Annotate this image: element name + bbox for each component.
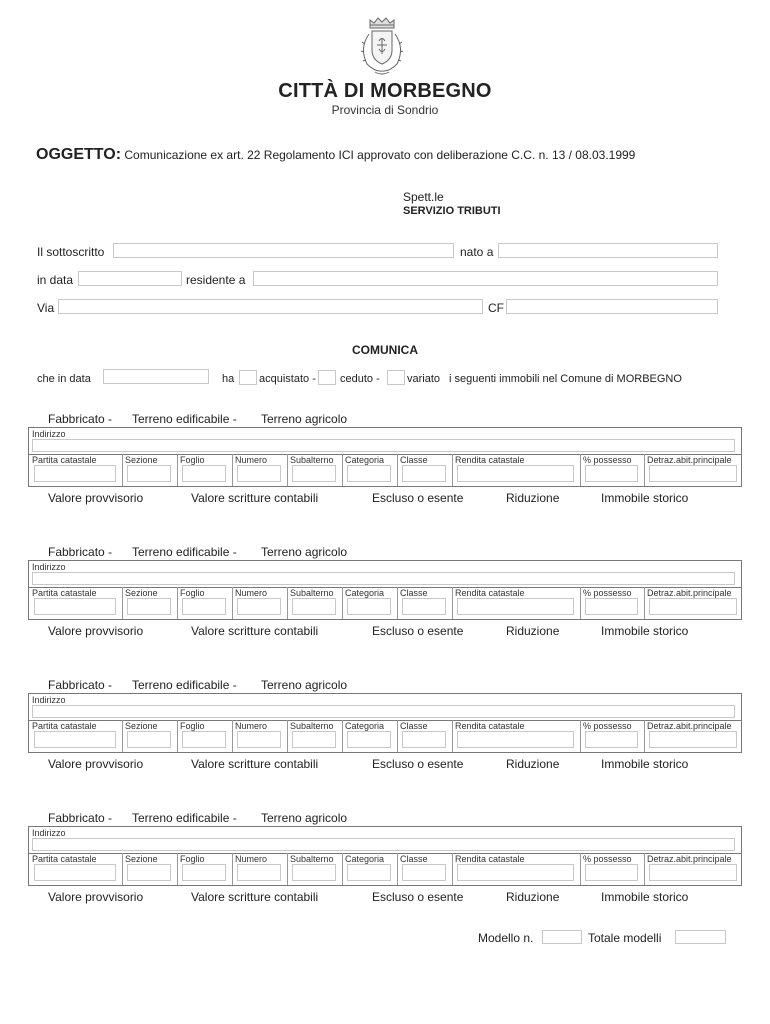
column-field[interactable]: [292, 864, 336, 881]
valuation-flag-label[interactable]: Escluso o esente: [372, 890, 464, 904]
acquistato-label: acquistato -: [259, 373, 316, 385]
che-in-data-label: che in data: [37, 373, 91, 385]
column-label: Sezione: [125, 455, 158, 465]
column-field[interactable]: [347, 731, 391, 748]
column-label: Numero: [235, 854, 268, 864]
valuation-flag-label[interactable]: Riduzione: [506, 890, 560, 904]
nato-label: nato a: [460, 245, 494, 259]
valuation-flag-label[interactable]: Valore scritture contabili: [191, 491, 319, 505]
column-field[interactable]: [34, 598, 116, 615]
column-label: % possesso: [583, 721, 632, 731]
via-field[interactable]: [58, 299, 483, 314]
column-divider: [580, 587, 581, 619]
valuation-flag-label[interactable]: Valore scritture contabili: [191, 624, 319, 638]
totale-modelli-label: Totale modelli: [588, 931, 662, 945]
column-divider: [580, 720, 581, 752]
property-table: [28, 826, 742, 886]
column-label: Rendita catastale: [455, 721, 525, 731]
column-label: % possesso: [583, 588, 632, 598]
column-field[interactable]: [347, 864, 391, 881]
oggetto-text: Comunicazione ex art. 22 Regolamento ICI approvato con deliberazione C.C. n. 13 / 08.03.1999: [121, 148, 636, 162]
column-divider: [122, 853, 123, 885]
column-field[interactable]: [402, 465, 446, 482]
data-label: in data: [37, 273, 74, 287]
property-type-label[interactable]: Terreno edificabile -: [132, 545, 237, 559]
column-field[interactable]: [182, 731, 226, 748]
sottoscritto-label: Il sottoscritto: [37, 245, 105, 259]
page-subtitle: Provincia di Sondrio: [331, 103, 439, 117]
acquistato-checkbox[interactable]: [239, 370, 257, 385]
ceduto-checkbox[interactable]: [318, 370, 336, 385]
column-label: Detraz.abit.principale: [647, 588, 732, 598]
column-label: Rendita catastale: [455, 854, 525, 864]
column-field[interactable]: [402, 864, 446, 881]
valuation-flag-label[interactable]: Valore scritture contabili: [191, 890, 319, 904]
column-field[interactable]: [237, 465, 281, 482]
column-field[interactable]: [34, 465, 116, 482]
column-field[interactable]: [457, 731, 574, 748]
column-field[interactable]: [182, 598, 226, 615]
valuation-flag-label[interactable]: Valore provvisorio: [48, 624, 144, 638]
column-label: Classe: [400, 588, 428, 598]
column-label: Partita catastale: [32, 721, 97, 731]
column-field[interactable]: [457, 864, 574, 881]
property-type-label[interactable]: Terreno edificabile -: [132, 678, 237, 692]
column-divider: [232, 853, 233, 885]
column-divider: [177, 454, 178, 486]
valuation-flag-label[interactable]: Valore provvisorio: [48, 890, 144, 904]
valuation-flag-label[interactable]: Immobile storico: [601, 757, 689, 771]
column-divider: [232, 587, 233, 619]
property-type-label[interactable]: Fabbricato -: [48, 545, 113, 559]
valuation-flag-label[interactable]: Immobile storico: [601, 491, 689, 505]
column-field[interactable]: [182, 864, 226, 881]
column-label: Classe: [400, 721, 428, 731]
column-label: Rendita catastale: [455, 588, 525, 598]
indirizzo-field[interactable]: [32, 572, 735, 585]
column-label: % possesso: [583, 854, 632, 864]
column-divider: [452, 587, 453, 619]
indirizzo-field[interactable]: [32, 705, 735, 718]
column-divider: [342, 454, 343, 486]
column-field[interactable]: [34, 864, 116, 881]
column-field[interactable]: [585, 598, 638, 615]
column-divider: [177, 720, 178, 752]
column-divider: [342, 853, 343, 885]
column-divider: [580, 454, 581, 486]
indirizzo-label: Indirizzo: [32, 695, 66, 705]
column-field[interactable]: [457, 465, 574, 482]
column-divider: [644, 720, 645, 752]
page-title: CITTÀ DI MORBEGNO: [278, 80, 492, 102]
column-divider: [397, 454, 398, 486]
column-divider: [287, 853, 288, 885]
valuation-flag-label[interactable]: Riduzione: [506, 757, 560, 771]
cf-label: CF: [488, 301, 504, 315]
column-label: Subalterno: [290, 455, 334, 465]
column-label: Sezione: [125, 721, 158, 731]
column-field[interactable]: [182, 465, 226, 482]
indirizzo-field[interactable]: [32, 439, 735, 452]
property-type-label[interactable]: Fabbricato -: [48, 412, 113, 426]
property-type-label[interactable]: Fabbricato -: [48, 811, 113, 825]
data-nascita-field[interactable]: [78, 271, 182, 286]
indirizzo-field[interactable]: [32, 838, 735, 851]
column-field[interactable]: [347, 465, 391, 482]
valuation-flag-label[interactable]: Valore provvisorio: [48, 491, 144, 505]
oggetto-line: [36, 146, 635, 164]
property-table: [28, 560, 742, 620]
column-field[interactable]: [585, 731, 638, 748]
column-divider: [287, 587, 288, 619]
column-divider: [177, 853, 178, 885]
column-field[interactable]: [237, 864, 281, 881]
valuation-flag-label[interactable]: Immobile storico: [601, 890, 689, 904]
column-divider: [122, 720, 123, 752]
residente-field[interactable]: [253, 271, 718, 286]
column-label: Categoria: [345, 854, 385, 864]
modello-label: Modello n.: [478, 931, 534, 945]
column-divider: [580, 853, 581, 885]
column-label: Categoria: [345, 588, 385, 598]
column-label: Foglio: [180, 455, 205, 465]
variato-label: variato: [407, 373, 441, 385]
valuation-flag-label[interactable]: Riduzione: [506, 491, 560, 505]
valuation-flag-label[interactable]: Valore provvisorio: [48, 757, 144, 771]
column-field[interactable]: [402, 731, 446, 748]
column-field[interactable]: [649, 731, 737, 748]
column-divider: [452, 853, 453, 885]
column-label: Subalterno: [290, 588, 334, 598]
property-type-label[interactable]: Fabbricato -: [48, 678, 113, 692]
property-type-label[interactable]: Terreno agricolo: [261, 412, 348, 426]
valuation-flag-label[interactable]: Escluso o esente: [372, 624, 464, 638]
column-field[interactable]: [649, 598, 737, 615]
column-label: Foglio: [180, 854, 205, 864]
column-label: Categoria: [345, 455, 385, 465]
property-type-label[interactable]: Terreno edificabile -: [132, 811, 237, 825]
column-divider: [122, 587, 123, 619]
modello-field[interactable]: [542, 930, 582, 944]
totale-modelli-field[interactable]: [675, 930, 726, 944]
column-field[interactable]: [292, 731, 336, 748]
column-field[interactable]: [127, 731, 171, 748]
column-divider: [452, 720, 453, 752]
column-divider: [397, 720, 398, 752]
column-label: Numero: [235, 588, 268, 598]
valuation-flag-label[interactable]: Valore scritture contabili: [191, 757, 319, 771]
column-label: Foglio: [180, 588, 205, 598]
column-divider: [287, 454, 288, 486]
column-label: Detraz.abit.principale: [647, 854, 732, 864]
column-divider: [342, 720, 343, 752]
coat-of-arms-icon: [355, 14, 409, 78]
column-label: Numero: [235, 455, 268, 465]
column-label: % possesso: [583, 455, 632, 465]
column-label: Detraz.abit.principale: [647, 455, 732, 465]
column-label: Sezione: [125, 588, 158, 598]
column-field[interactable]: [457, 598, 574, 615]
column-label: Partita catastale: [32, 588, 97, 598]
column-label: Foglio: [180, 721, 205, 731]
property-type-label[interactable]: Terreno agricolo: [261, 678, 348, 692]
column-field[interactable]: [402, 598, 446, 615]
property-table: [28, 427, 742, 487]
column-divider: [397, 853, 398, 885]
via-label: Via: [37, 301, 55, 315]
column-label: Partita catastale: [32, 854, 97, 864]
variato-checkbox[interactable]: [387, 370, 405, 385]
column-divider: [452, 454, 453, 486]
ceduto-label: ceduto -: [340, 373, 380, 385]
column-field[interactable]: [127, 465, 171, 482]
column-label: Rendita catastale: [455, 455, 525, 465]
property-type-label[interactable]: Terreno edificabile -: [132, 412, 237, 426]
ha-label: ha: [222, 373, 235, 385]
column-field[interactable]: [649, 864, 737, 881]
column-field[interactable]: [585, 864, 638, 881]
sottoscritto-field[interactable]: [113, 243, 454, 258]
column-label: Partita catastale: [32, 455, 97, 465]
oggetto-label: OGGETTO:: [36, 146, 122, 163]
column-divider: [177, 587, 178, 619]
nato-field[interactable]: [498, 243, 718, 258]
column-divider: [287, 720, 288, 752]
residente-label: residente a: [186, 273, 246, 287]
column-field[interactable]: [127, 598, 171, 615]
indirizzo-label: Indirizzo: [32, 429, 66, 439]
property-table: [28, 693, 742, 753]
comunica-rest-text: i seguenti immobili nel Comune di MORBEGNO: [449, 373, 682, 385]
indirizzo-label: Indirizzo: [32, 562, 66, 572]
column-field[interactable]: [347, 598, 391, 615]
recipient-office: SERVIZIO TRIBUTI: [403, 205, 501, 217]
column-divider: [232, 454, 233, 486]
column-divider: [644, 587, 645, 619]
column-divider: [122, 454, 123, 486]
valuation-flag-label[interactable]: Escluso o esente: [372, 491, 464, 505]
column-divider: [644, 853, 645, 885]
column-field[interactable]: [34, 731, 116, 748]
column-label: Numero: [235, 721, 268, 731]
column-field[interactable]: [127, 864, 171, 881]
column-field[interactable]: [292, 598, 336, 615]
property-type-label[interactable]: Terreno agricolo: [261, 811, 348, 825]
recipient-salutation: Spett.le: [403, 190, 444, 204]
column-field[interactable]: [237, 598, 281, 615]
column-label: Categoria: [345, 721, 385, 731]
property-type-label[interactable]: Terreno agricolo: [261, 545, 348, 559]
cf-field[interactable]: [506, 299, 718, 314]
column-divider: [232, 720, 233, 752]
valuation-flag-label[interactable]: Escluso o esente: [372, 757, 464, 771]
column-divider: [644, 454, 645, 486]
column-field[interactable]: [237, 731, 281, 748]
che-in-data-field[interactable]: [103, 369, 209, 384]
column-label: Subalterno: [290, 854, 334, 864]
column-label: Classe: [400, 455, 428, 465]
column-label: Subalterno: [290, 721, 334, 731]
valuation-flag-label[interactable]: Riduzione: [506, 624, 560, 638]
indirizzo-label: Indirizzo: [32, 828, 66, 838]
column-label: Detraz.abit.principale: [647, 721, 732, 731]
column-label: Classe: [400, 854, 428, 864]
column-field[interactable]: [649, 465, 737, 482]
comunica-heading: COMUNICA: [352, 343, 418, 357]
column-field[interactable]: [292, 465, 336, 482]
valuation-flag-label[interactable]: Immobile storico: [601, 624, 689, 638]
column-field[interactable]: [585, 465, 638, 482]
column-divider: [397, 587, 398, 619]
column-label: Sezione: [125, 854, 158, 864]
column-divider: [342, 587, 343, 619]
